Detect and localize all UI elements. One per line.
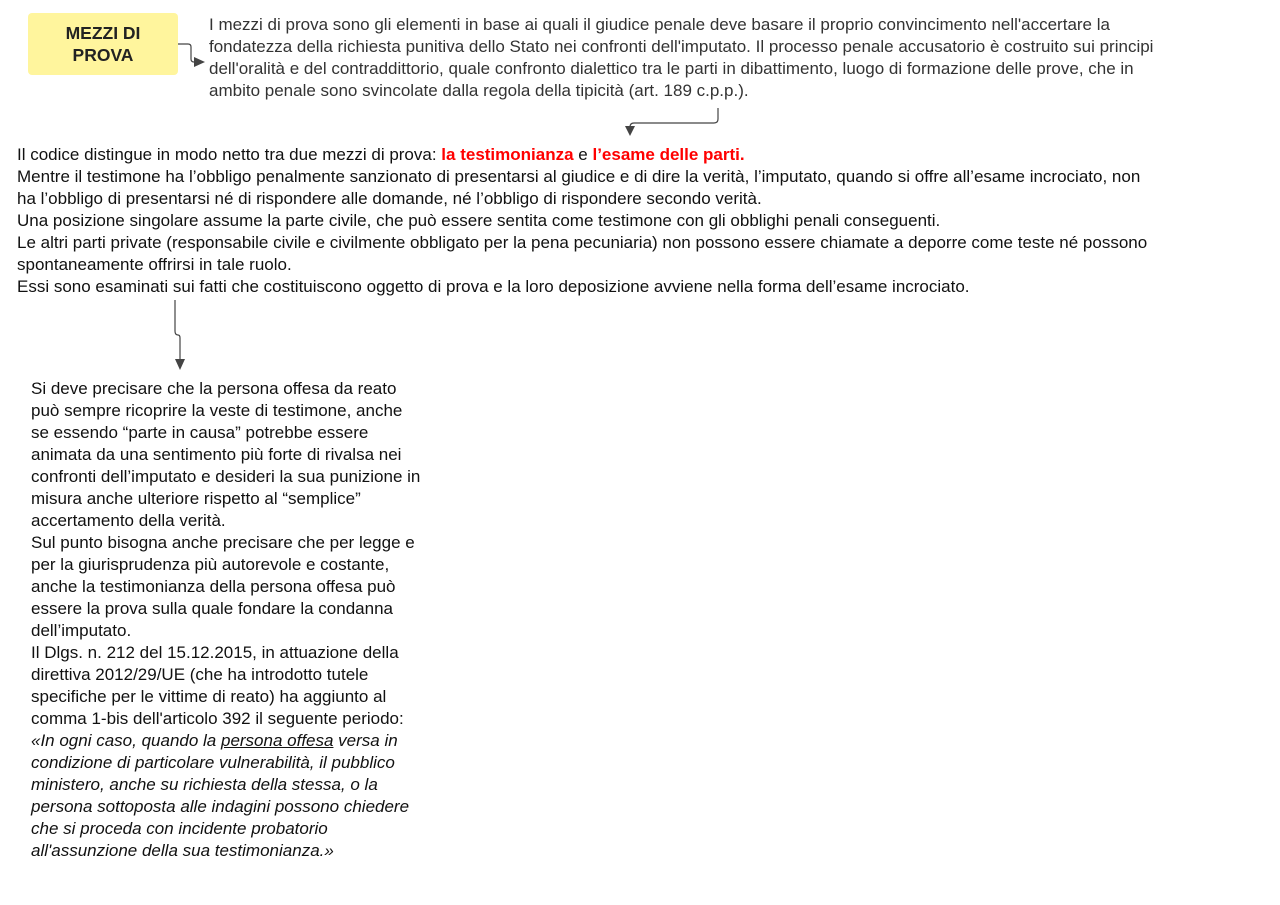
text-line: accertamento della verità. [31, 511, 226, 530]
text-line: Una posizione singolare assume la parte civile, che può essere sentita come testimone con gli obblighi penali conseguenti. [17, 211, 941, 230]
text-line: specifiche per le vittime di reato) ha aggiunto al [31, 687, 387, 706]
arrowhead-icon [194, 57, 205, 67]
text-line: Il Dlgs. n. 212 del 15.12.2015, in attuazione della [31, 643, 399, 662]
highlight-esame-parti: l’esame delle parti. [592, 145, 745, 164]
text-line: ha l’obbligo di presentarsi né di rispondere alle domande, né l’obbligo di rispondere secondo verità. [17, 189, 762, 208]
text-line: Mentre il testimone ha l’obbligo penalmente sanzionato di presentarsi al giudice e di dire la verità, l’imputato, quando si offre all’esame incrociato, non [17, 167, 1141, 186]
text-line: dell’imputato. [31, 621, 132, 640]
text-line: può sempre ricoprire la veste di testimone, anche [31, 401, 403, 420]
text-line: fondatezza della richiesta punitiva dello Stato nei confronti dell'imputato. Il processo penale accusatorio è costruito sui principi [209, 37, 1154, 56]
persona-offesa-text [31, 378, 420, 862]
underlined-persona-offesa: persona offesa [220, 731, 334, 750]
text-segment: versa in [333, 731, 398, 750]
text-line: Sul punto bisogna anche precisare che per legge e [31, 533, 415, 552]
connector-intro-to-codice [630, 108, 718, 128]
text-segment: e [573, 145, 593, 164]
text-line: Essi sono esaminati sui fatti che costituiscono oggetto di prova e la loro deposizione avviene nella forma dell’esame incrociato. [17, 277, 970, 296]
intro-text [209, 14, 1153, 102]
text-line: animata da una sentimento più forte di rivalsa nei [31, 445, 402, 464]
codice-text [17, 144, 1147, 298]
quote-line: persona sottoposta alle indagini possono chiedere [31, 797, 410, 816]
text-line: dell'oralità e del contraddittorio, quale confronto dialettico tra le parti in dibattimento, luogo di formazione delle prove, che in [209, 59, 1134, 78]
quote-line: che si proceda con incidente probatorio [31, 819, 328, 838]
text-line: spontaneamente offrirsi in tale ruolo. [17, 255, 292, 274]
text-line: per la giurisprudenza più autorevole e costante, [31, 555, 390, 574]
arrowhead-icon [625, 126, 635, 136]
text-line: anche la testimonianza della persona offesa può [31, 577, 396, 596]
text-line: misura anche ulteriore rispetto al “semplice” [31, 489, 361, 508]
text-segment: «In ogni caso, quando la [31, 731, 221, 750]
text-line: comma 1-bis dell'articolo 392 il seguente periodo: [31, 709, 404, 728]
text-line: I mezzi di prova sono gli elementi in base ai quali il giudice penale deve basare il proprio convincimento nell'accertare la [209, 15, 1110, 34]
text-line: essere la prova sulla quale fondare la condanna [31, 599, 393, 618]
text-segment: Il codice distingue in modo netto tra due mezzi di prova: [17, 145, 442, 164]
highlight-testimonianza: la testimonianza [441, 145, 574, 164]
text-line: direttiva 2012/29/UE (che ha introdotto tutele [31, 665, 369, 684]
text-line: Si deve precisare che la persona offesa da reato [31, 379, 397, 398]
text-line: confronti dell’imputato e desideri la sua punizione in [31, 467, 421, 486]
quote-line: ministero, anche su richiesta della stessa, o la [31, 775, 378, 794]
node-title-line: PROVA [72, 45, 134, 65]
text-line [17, 144, 1147, 166]
quote-line: condizione di particolare vulnerabilità, il pubblico [31, 753, 395, 772]
text-line: se essendo “parte in causa” potrebbe essere [31, 423, 369, 442]
mezzi-di-prova-node[interactable] [28, 13, 178, 75]
arrowhead-icon [175, 359, 185, 370]
text-line: Le altri parti private (responsabile civile e civilmente obbligato per la pena pecuniaria) non possono essere chiamate a deporre come teste né possono [17, 233, 1148, 252]
connector-codice-to-persona-offesa [175, 300, 180, 360]
node-title-line: MEZZI DI [65, 23, 141, 43]
quote-line [31, 730, 420, 752]
text-line: ambito penale sono svincolate dalla regola della tipicità (art. 189 c.p.p.). [209, 81, 749, 100]
quote-line: all'assunzione della sua testimonianza.» [31, 841, 334, 860]
